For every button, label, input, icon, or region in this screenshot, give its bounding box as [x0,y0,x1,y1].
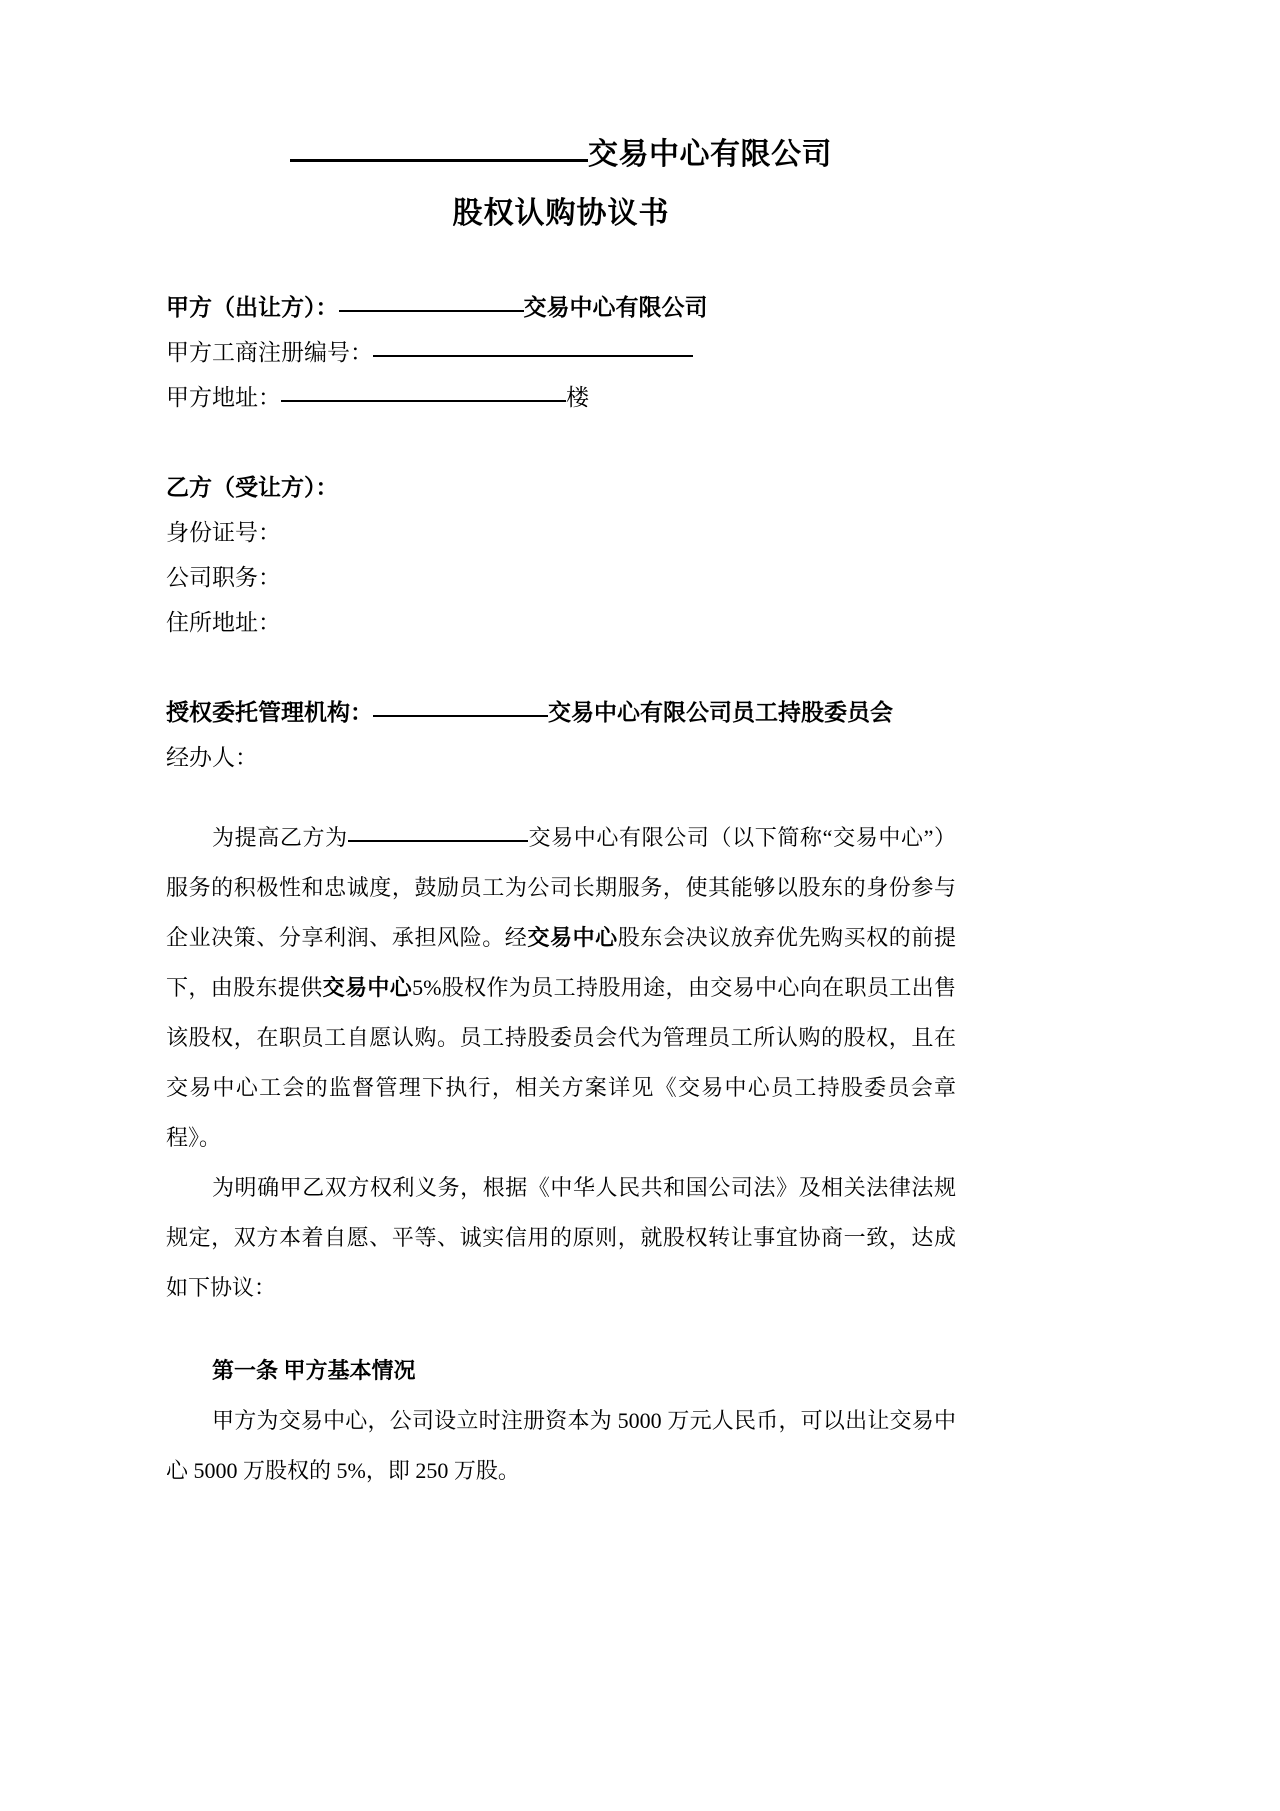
trustee-handler-line: 经办人： [166,745,258,770]
page-subtitle: 股权认购协议书 [452,197,670,230]
party-b-block [166,465,956,645]
party-b-residence-line: 住所地址： [166,610,281,635]
spacer [166,645,956,690]
party-b-id-line: 身份证号： [166,520,281,545]
party-a-line [166,285,956,330]
party-a-name-blank[interactable] [339,309,524,312]
trustee-name-blank[interactable] [373,714,548,717]
recital-p1-seg3: 股东会决议放弃优先购买权的前提下，由股东提供 [166,925,956,1000]
recital-paragraph-2: 为明确甲乙双方权利义务，根据《中华人民共和国公司法》及相关法律法规规定，双方本着自愿、平等、诚实信用的原则，就股权转让事宜协商一致，达成如下协议： [166,1175,956,1300]
trustee-block [166,690,956,780]
recital-p1-bold2: 交易中心 [322,975,413,1000]
title-company-name: 交易中心有限公司 [588,138,832,171]
spacer [166,780,956,813]
party-a-name: 交易中心有限公司 [523,295,708,320]
spacer [166,1313,956,1346]
recital-company-blank[interactable] [348,839,528,842]
party-a-address-suffix: 楼 [566,385,589,410]
party-a-label: 甲方（出让方）： [166,295,339,320]
party-a-address-line [166,375,956,420]
title-blank-field[interactable] [290,159,588,162]
spacer [166,420,956,465]
party-a-address-label: 甲方地址： [166,385,281,410]
recital-p1-bold1: 交易中心 [527,925,618,950]
party-a-address-blank[interactable] [281,399,566,402]
recital-p1-seg4: 5%股权作为员工持股用途，由交易中心向在职员工出售该股权，在职员工自愿认购。员工持股委员会代为管理员工所认购的股权，且在交易中心工会的监督管理下执行，相关方案详见《交易中心员工持股委员会章程》。 [166,975,956,1150]
party-a-block [166,229,956,420]
party-b-line: 乙方（受让方）： [166,475,339,500]
recital-paragraph-1 [166,813,956,1163]
document-content [166,0,956,1496]
page-title [166,0,956,170]
recital-p1-seg2: 交易中心有限公司（以下简称“交易中心”）服务的积极性和忠诚度，鼓励员工为公司长期服务，使其能够以股东的身份参与企业决策、分享利润、承担风险。经 [166,825,956,950]
trustee-label: 授权委托管理机构： [166,700,373,725]
article-one-heading: 第一条 甲方基本情况 [212,1358,416,1383]
recital-p1-seg1: 为提高乙方为 [212,825,348,850]
party-a-reg-label: 甲方工商注册编号： [166,340,373,365]
article-one-body: 甲方为交易中心，公司设立时注册资本为 5000 万元人民币，可以出让交易中心 5000 万股权的 5%，即 250 万股。 [166,1408,956,1483]
party-a-reg-blank[interactable] [373,354,693,357]
trustee-line [166,690,956,735]
party-b-position-line: 公司职务： [166,565,281,590]
trustee-name: 交易中心有限公司员工持股委员会 [548,700,893,725]
party-a-reg-line [166,330,956,375]
